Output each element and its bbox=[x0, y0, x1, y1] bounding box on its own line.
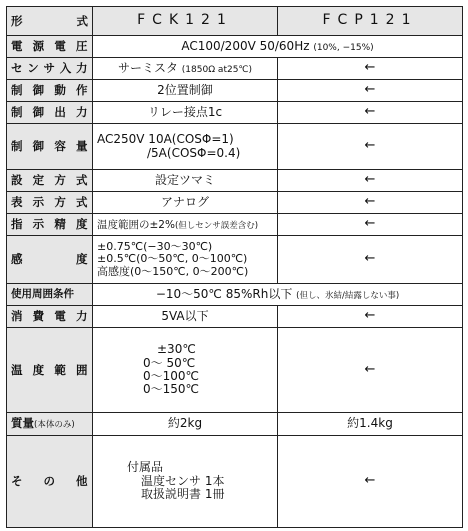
row-mass bbox=[7, 413, 463, 436]
value-power: AC100/200V 50/60Hz (10%, −15%) bbox=[93, 36, 463, 58]
same-arrow: ← bbox=[278, 214, 463, 236]
value-consumption: 5VA以下 bbox=[93, 306, 278, 328]
row-sensor bbox=[7, 58, 463, 80]
same-arrow: ← bbox=[278, 306, 463, 328]
row-range bbox=[7, 328, 463, 413]
label-mass: 質量(本体のみ) bbox=[7, 413, 93, 436]
label-control: 制御動作 bbox=[7, 80, 93, 102]
same-arrow: ← bbox=[278, 236, 463, 284]
label-range: 温度範囲 bbox=[7, 328, 93, 413]
value-accuracy: 温度範囲の±2%(但しセンサ誤差含む) bbox=[93, 214, 278, 236]
row-power bbox=[7, 36, 463, 58]
row-accuracy bbox=[7, 214, 463, 236]
label-output: 制御出力 bbox=[7, 102, 93, 124]
row-consumption bbox=[7, 306, 463, 328]
value-mass-fcp121: 約1.4kg bbox=[278, 413, 463, 436]
row-sensitivity bbox=[7, 236, 463, 284]
value-ambient: −10〜50℃ 85%Rh以下 (但し、氷結/結露しない事) bbox=[93, 284, 463, 306]
label-accuracy: 指示精度 bbox=[7, 214, 93, 236]
label-sensitivity: 感度 bbox=[7, 236, 93, 284]
label-other: その他 bbox=[7, 436, 93, 528]
row-output bbox=[7, 102, 463, 124]
row-control bbox=[7, 80, 463, 102]
label-ambient: 使用周囲条件 bbox=[7, 284, 93, 306]
value-other: 付属品 温度センサ 1本 取扱説明書 1冊 bbox=[93, 436, 278, 528]
model-fcp121: FCP121 bbox=[278, 7, 463, 36]
header-label: 形式 bbox=[7, 7, 93, 36]
spec-table bbox=[6, 6, 463, 528]
same-arrow: ← bbox=[278, 124, 463, 170]
row-capacity bbox=[7, 124, 463, 170]
label-setting: 設定方式 bbox=[7, 170, 93, 192]
value-output: リレー接点1c bbox=[93, 102, 278, 124]
same-arrow: ← bbox=[278, 58, 463, 80]
header-row bbox=[7, 7, 463, 36]
same-arrow: ← bbox=[278, 170, 463, 192]
value-display: アナログ bbox=[93, 192, 278, 214]
same-arrow: ← bbox=[278, 328, 463, 413]
same-arrow: ← bbox=[278, 102, 463, 124]
value-sensitivity: ±0.75℃(−30〜30℃) ±0.5℃(0〜50℃, 0〜100℃) 高感度(0〜150℃, 0〜200℃) bbox=[93, 236, 278, 284]
label-consumption: 消費電力 bbox=[7, 306, 93, 328]
same-arrow: ← bbox=[278, 436, 463, 528]
value-sensor: サーミスタ (1850Ω at25℃) bbox=[93, 58, 278, 80]
row-display bbox=[7, 192, 463, 214]
value-capacity: AC250V 10A(COSΦ=1) /5A(COSΦ=0.4) bbox=[93, 124, 278, 170]
value-mass-fck121: 約2kg bbox=[93, 413, 278, 436]
row-ambient bbox=[7, 284, 463, 306]
label-display: 表示方式 bbox=[7, 192, 93, 214]
model-fck121: FCK121 bbox=[93, 7, 278, 36]
value-setting: 設定ツマミ bbox=[93, 170, 278, 192]
value-range: ±30℃ 0〜 50℃ 0〜100℃ 0〜150℃ bbox=[93, 328, 278, 413]
row-setting bbox=[7, 170, 463, 192]
value-control: 2位置制御 bbox=[93, 80, 278, 102]
label-power: 電源電圧 bbox=[7, 36, 93, 58]
same-arrow: ← bbox=[278, 80, 463, 102]
same-arrow: ← bbox=[278, 192, 463, 214]
label-sensor: センサ入力 bbox=[7, 58, 93, 80]
row-other bbox=[7, 436, 463, 528]
label-capacity: 制御容量 bbox=[7, 124, 93, 170]
